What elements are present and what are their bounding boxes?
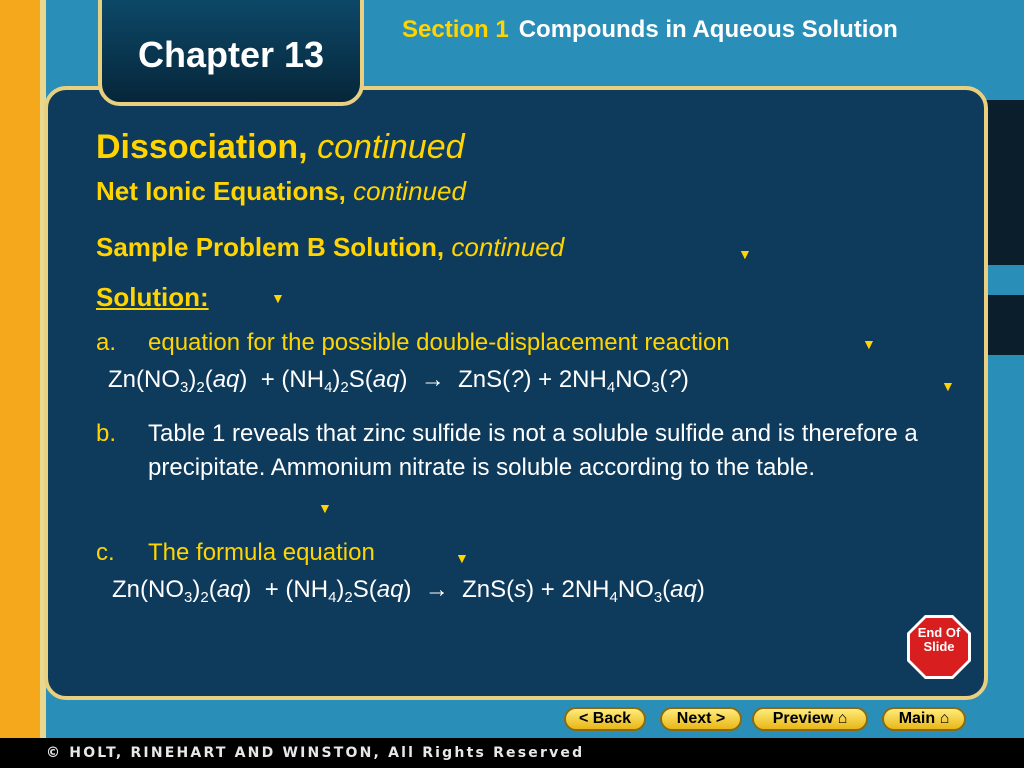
section-header xyxy=(402,14,922,46)
right-decor-upper xyxy=(984,100,1024,265)
eq-a-state-1: ? xyxy=(510,366,524,393)
equation-c: $Zn(NO_3)_2(aq) + (NH_4)_2S(aq) \to ZnS(s) + 2NH_4NO_3(aq)$ xyxy=(112,576,705,606)
slide-subtitle xyxy=(96,176,466,207)
preview-button[interactable] xyxy=(752,707,868,731)
left-stripe xyxy=(0,0,40,738)
item-a-marker: a. xyxy=(96,329,117,356)
main-button-label: Main xyxy=(898,710,936,727)
solution-label: Solution: xyxy=(96,282,209,312)
slide-subtitle-cont: continued xyxy=(353,176,466,206)
sample-heading-text: Sample Problem B Solution, xyxy=(96,232,445,262)
right-decor-lower xyxy=(984,295,1024,355)
item-b-marker: b. xyxy=(96,420,117,447)
equation-a: $Zn(NO_3)_2(aq) + (NH_4)_2S(aq)$ → ZnS(?) + $2NH_4NO_3(?)$ xyxy=(108,366,689,396)
item-a-text: equation for the possible double-displacement reaction xyxy=(148,329,730,356)
chapter-tab xyxy=(98,0,364,106)
advance-arrow-icon[interactable]: ▼ xyxy=(271,290,285,306)
slide-title-text: Dissociation, xyxy=(96,128,308,166)
advance-arrow-icon[interactable]: ▼ xyxy=(455,550,469,566)
back-button[interactable]: < Back xyxy=(564,707,646,731)
eq-c-state-2: aq xyxy=(670,576,697,603)
advance-arrow-icon[interactable]: ▼ xyxy=(318,500,332,516)
advance-arrow-icon[interactable]: ▼ xyxy=(738,246,752,262)
item-c-text: The formula equation xyxy=(148,539,375,566)
end-of-slide-label: End Of Slide xyxy=(917,625,961,654)
chapter-label: Chapter 13 xyxy=(137,34,325,75)
next-button[interactable]: Next > xyxy=(660,707,742,731)
home-icon: ⌂ xyxy=(837,710,848,727)
home-icon: ⌂ xyxy=(939,710,950,727)
preview-button-label: Preview xyxy=(772,710,834,727)
copyright-text: © HOLT, RINEHART AND WINSTON, All Rights Reserved xyxy=(46,745,585,761)
sample-heading xyxy=(96,232,564,263)
sample-heading-cont: continued xyxy=(451,232,565,262)
advance-arrow-icon[interactable]: ▼ xyxy=(941,378,955,394)
advance-arrow-icon[interactable]: ▼ xyxy=(862,336,876,352)
slide-title-cont: continued xyxy=(317,128,465,166)
footer-bar xyxy=(0,738,1024,768)
slide-subtitle-text: Net Ionic Equations, xyxy=(96,176,346,206)
item-c-marker: c. xyxy=(96,539,115,566)
section-label: Section 1 xyxy=(402,16,509,43)
eq-a-state-2: ? xyxy=(667,366,681,393)
main-button[interactable] xyxy=(882,707,966,731)
item-b-text: Table 1 reveals that zinc sulfide is not a soluble sulfide and is therefore a precipitate. Ammonium nitrate is soluble according to the table. xyxy=(148,420,918,481)
section-title: Compounds in Aqueous Solution xyxy=(518,16,898,43)
slide-title xyxy=(96,128,465,167)
eq-c-state-1: s xyxy=(514,576,527,603)
